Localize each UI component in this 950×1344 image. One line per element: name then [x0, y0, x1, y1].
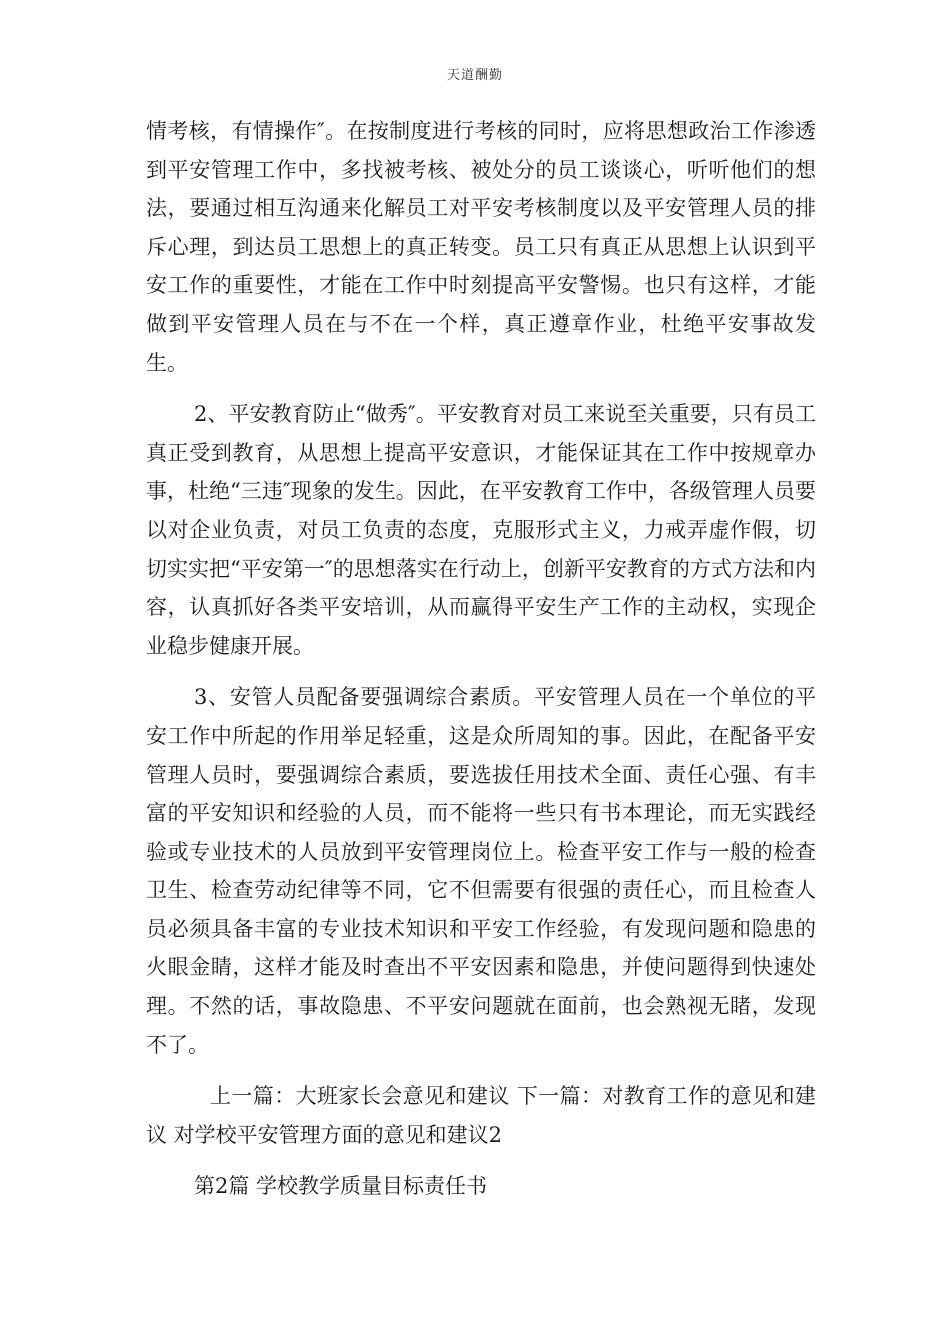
paragraph-safety-staffing: 3、安管人员配备要强调综合素质。平安管理人员在一个单位的平安工作中所起的作用举足轻重，这是众所周知的事。因此，在配备平安管理人员时，要强调综合素质，要选拔任用技术全面、责任心强、有丰富的平安知识和经验的人员，而不能将一些只有书本理论，而无实践经验或专业技术的人员放到平安管理岗位上。检查平安工作与一般的检查卫生、检查劳动纪律等不同，它不但需要有很强的责任心，而且检查人员必须具备丰富的专业技术知识和平安工作经验，有发现问题和隐患的火眼金睛，这样才能及时查出不平安因素和隐患，并使问题得到快速处理。不然的话，事故隐患、不平安问题就在面前，也会熟视无睹，发现不了。 [146, 685, 816, 1057]
section-heading: 第2篇 学校教学质量目标责任书 [194, 1174, 488, 1199]
paragraph-safety-education: 2、平安教育防止“做秀″。平安教育对员工来说至关重要，只有员工真正受到教育，从思想上提高平安意识，才能保证其在工作中按规章办事，杜绝“三违″现象的发生。因此，在平安教育工作中，各级管理人员要以对企业负责，对员工负责的态度，克服形式主义，力戒弄虚作假，切切实实把“平安第一″的思想落实在行动上，创新平安教育的方式方法和内容，认真抓好各类平安培训，从而赢得平安生产工作的主动权，实现企业稳步健康开展。 [146, 402, 816, 658]
document-body [146, 112, 816, 1219]
paragraph-continuation: 情考核，有情操作″。在按制度进行考核的同时，应将思想政治工作渗透到平安管理工作中，多找被考核、被处分的员工谈谈心，听听他们的想法，要通过相互沟通来化解员工对平安考核制度以及平安管理人员的排斥心理，到达员工思想上的真正转变。员工只有真正从思想上认识到平安工作的重要性，才能在工作中时刻提高平安警惕。也只有这样，才能做到平安管理人员在与不在一个样，真正遵章作业，杜绝平安事故发生。 [146, 119, 816, 375]
article-navigation-links[interactable]: 上一篇：大班家长会意见和建议 下一篇：对教育工作的意见和建议 对学校平安管理方面的意见和建议2 [146, 1084, 816, 1147]
page-header: 天道酬勤 [446, 68, 503, 83]
